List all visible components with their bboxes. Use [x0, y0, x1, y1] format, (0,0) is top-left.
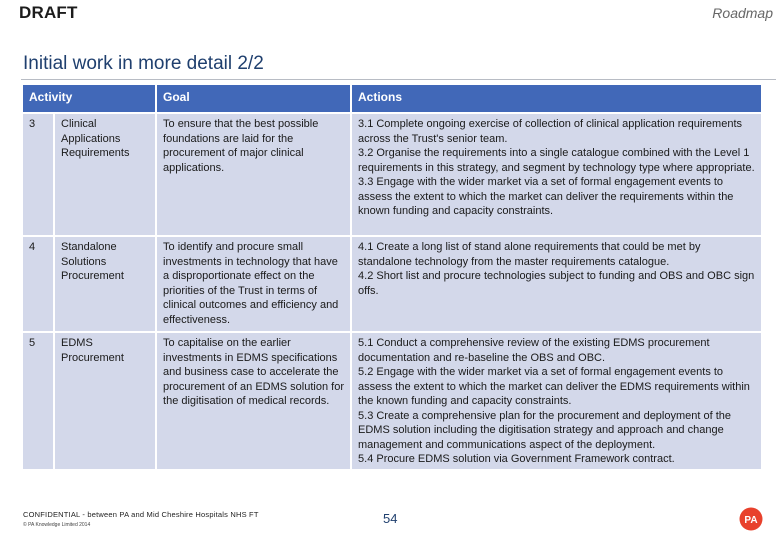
logo-text: PA — [744, 515, 758, 526]
pa-logo-icon — [739, 507, 763, 531]
action-item: 3.2 Organise the requirements into a single catalogue combined with the Level 1 requirements in this strategy, and segment by technology type where appropriate. — [358, 147, 755, 174]
section-label: Roadmap — [712, 5, 773, 21]
table-row — [23, 333, 761, 471]
slide-title: Initial work in more detail 2/2 — [23, 53, 264, 74]
action-item: 3.3 Engage with the wider market via a set of formal engagement events to assess the extent to which the market can deliver the requirements within the known funding and capacity constraints. — [358, 176, 734, 217]
action-item: 4.1 Create a long list of stand alone requirements that could be met by standalone technology from the master requirements catalogue. — [358, 241, 701, 268]
row-goal: To ensure that the best possible foundations are laid for the procurement of major clinical applications. — [157, 114, 352, 237]
row-activity: Clinical Applications Requirements — [55, 114, 157, 237]
page-number: 54 — [383, 511, 398, 526]
activity-table — [23, 85, 761, 471]
header-activity: Activity — [23, 85, 157, 114]
table-header-row — [23, 85, 761, 114]
row-number: 4 — [23, 237, 55, 333]
action-item: 5.1 Conduct a comprehensive review of the existing EDMS procurement documentation and re-baseline the OBS and OBC. — [358, 337, 710, 364]
row-actions — [352, 333, 761, 471]
row-goal: To identify and procure small investments in technology that have a disproportionate effect on the priorities of the Trust in terms of clinical outcomes and efficiency and effectiveness. — [157, 237, 352, 333]
action-item: 5.4 Procure EDMS solution via Government Framework contract. — [358, 453, 675, 465]
action-item: 3.1 Complete ongoing exercise of collection of clinical application requirements across the Trust's senior team. — [358, 118, 743, 145]
table-row — [23, 237, 761, 333]
confidential-notice: CONFIDENTIAL - between PA and Mid Cheshire Hospitals NHS FT — [23, 510, 259, 519]
row-number: 3 — [23, 114, 55, 237]
row-actions — [352, 114, 761, 237]
row-goal: To capitalise on the earlier investments in EDMS specifications and business case to accelerate the procurement of an EDMS solution for the digitisation of medical records. — [157, 333, 352, 471]
copyright-notice: © PA Knowledge Limited 2014 — [23, 522, 91, 528]
header-goal: Goal — [157, 85, 352, 114]
header-actions: Actions — [352, 85, 761, 114]
row-actions — [352, 237, 761, 333]
row-number: 5 — [23, 333, 55, 471]
table-row — [23, 114, 761, 237]
action-item: 5.2 Engage with the wider market via a set of formal engagement events to assess the extent to which the market can deliver the EDMS requirements within the known funding and capacity constraints. — [358, 366, 750, 407]
title-divider — [21, 79, 776, 80]
action-item: 5.3 Create a comprehensive plan for the procurement and deployment of the EDMS solution including the digitisation strategy and approach and change management and communications aspect of the deployment. — [358, 409, 732, 451]
row-activity: Standalone Solutions Procurement — [55, 237, 157, 333]
draft-label: DRAFT — [19, 3, 78, 22]
row-activity: EDMS Procurement — [55, 333, 157, 471]
action-item: 4.2 Short list and procure technologies subject to funding and OBS and OBC sign offs. — [358, 270, 755, 297]
